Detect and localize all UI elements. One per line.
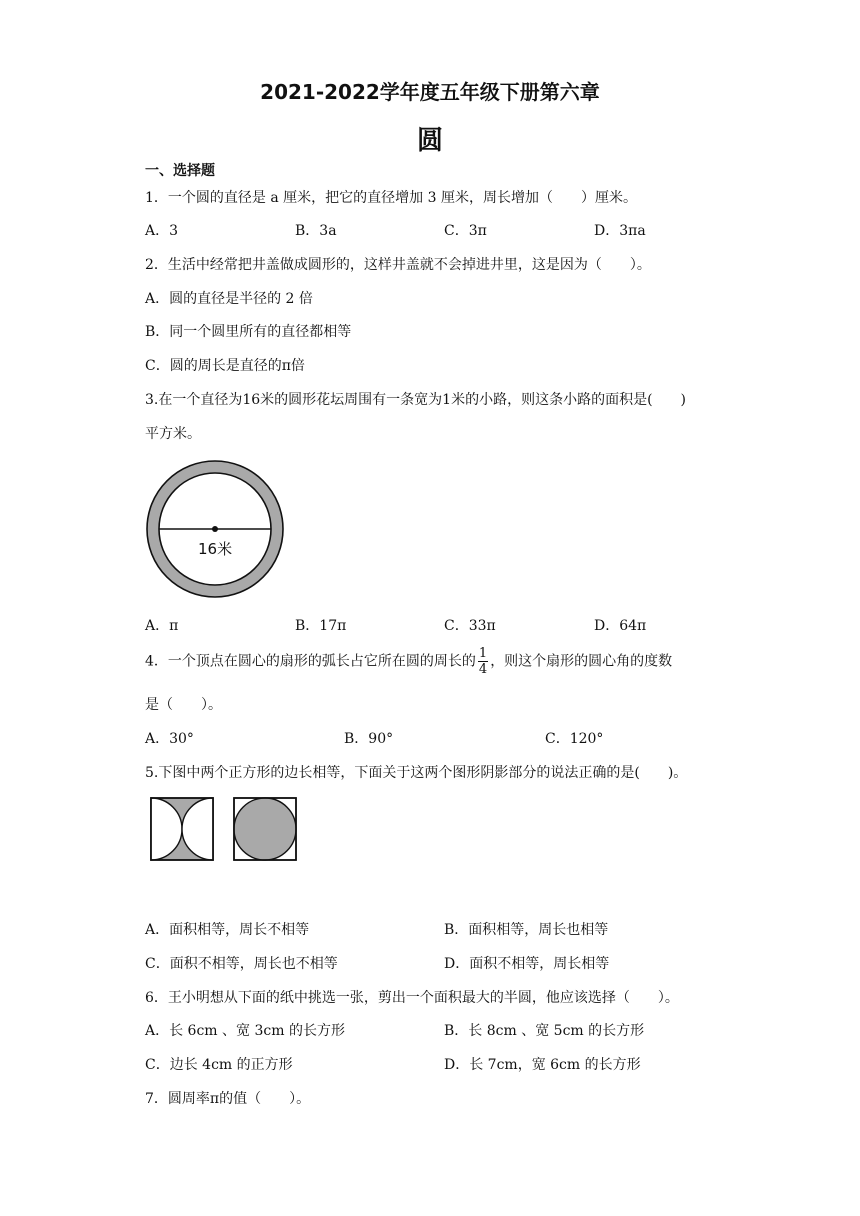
q1-option-a: A．3 [145,223,179,239]
q5-option-c: C．面积不相等，周长也不相等 [145,956,338,972]
q1-option-b: B．3a [295,223,337,239]
page-title: 2021-2022学年度五年级下册第六章 [260,80,600,104]
question-7-text: 7．圆周率π的值（ ）。 [145,1091,311,1107]
square-semicircles-figure [150,797,214,861]
q5-option-d: D．面积不相等，周长相等 [444,956,610,972]
question-3-text-cont: 平方米。 [145,426,201,442]
q3-option-c: C．33π [444,618,496,634]
q6-option-c: C．边长 4cm 的正方形 [145,1057,293,1073]
question-1-text: 1．一个圆的直径是 a 厘米，把它的直径增加 3 厘米，周长增加（ ）厘米。 [145,190,637,206]
q4-fraction [478,646,488,677]
q3-option-d: D．64π [594,618,647,634]
q2-option-b: B．同一个圆里所有的直径都相等 [145,324,352,340]
q5-option-b: B．面积相等，周长也相等 [444,922,609,938]
q6-option-b: B．长 8cm 、宽 5cm 的长方形 [444,1023,645,1039]
q4-frac-denominator: 4 [478,662,488,677]
question-6-text: 6．王小明想从下面的纸中挑选一张，剪出一个面积最大的半圆，他应该选择（ ）。 [145,990,679,1006]
q1-option-c: C．3π [444,223,487,239]
page-subtitle: 圆 [416,126,443,156]
q4-text-before: 4．一个顶点在圆心的扇形的弧长占它所在圆的周长的 [145,653,476,670]
q5-option-a: A．面积相等，周长不相等 [145,922,310,938]
q3-option-b: B．17π [295,618,347,634]
question-4-text [145,646,672,677]
q6-option-d: D．长 7cm，宽 6cm 的长方形 [444,1057,641,1073]
square-quarter-circles-figure [233,797,297,861]
question-3-text: 3.在一个直径为16米的圆形花坛周围有一条宽为1米的小路，则这条小路的面积是( ) [145,392,687,408]
q6-option-a: A．长 6cm 、宽 3cm 的长方形 [145,1023,345,1039]
q4-frac-numerator: 1 [478,646,488,661]
q1-option-d: D．3πa [594,223,646,239]
q2-option-c: C．圆的周长是直径的π倍 [145,358,305,374]
q2-option-a: A．圆的直径是半径的 2 倍 [145,291,313,307]
q3-option-a: A．π [145,618,179,634]
q4-option-b: B．90° [344,731,394,747]
q4-option-c: C．120° [545,731,604,747]
q4-text-after: ，则这个扇形的圆心角的度数 [490,653,673,670]
q4-option-a: A．30° [145,731,194,747]
question-4-text-cont: 是（ ）。 [145,697,222,713]
section-heading: 一、选择题 [145,163,215,179]
ring-path-figure [145,458,285,600]
question-2-text: 2．生活中经常把井盖做成圆形的，这样井盖就不会掉进井里，这是因为（ ）。 [145,257,651,273]
question-5-text: 5.下图中两个正方形的边长相等，下面关于这两个图形阴影部分的说法正确的是( )。 [145,765,688,781]
ring-diameter-label: 16米 [198,540,233,558]
